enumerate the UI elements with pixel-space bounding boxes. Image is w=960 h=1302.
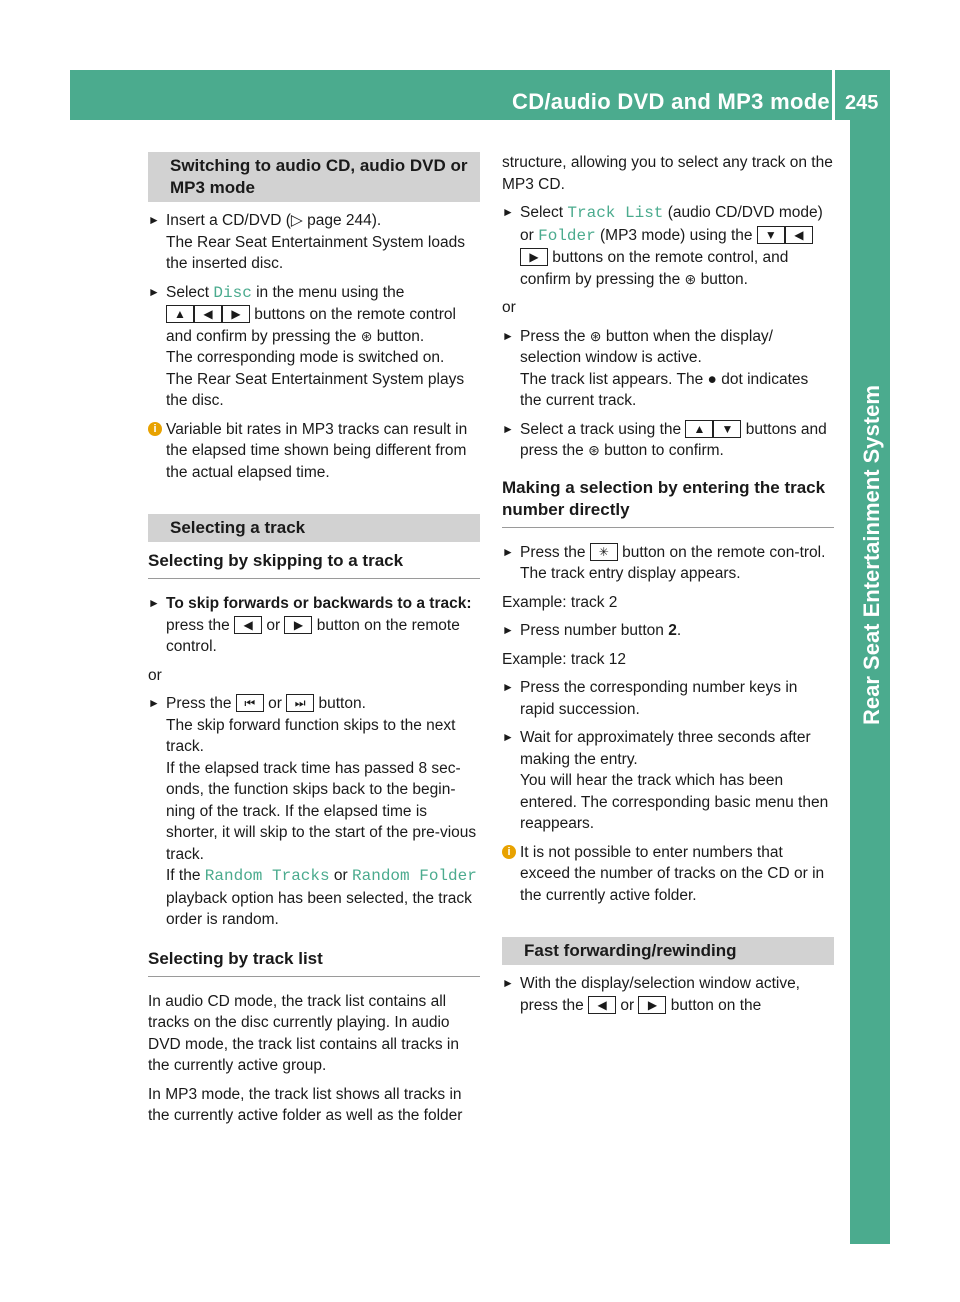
down-key-icon: ▼ xyxy=(713,420,741,438)
paragraph: In MP3 mode, the track list shows all tracks in the currently active folder as well as the folder xyxy=(148,1085,463,1124)
bullet-arrow-icon: ► xyxy=(502,544,514,559)
up-key-icon: ▲ xyxy=(166,305,194,323)
page-title: CD/audio DVD and MP3 mode xyxy=(512,89,830,114)
menu-item-track-list: Track List xyxy=(567,204,664,222)
list-item: ► Press number button 2. xyxy=(502,620,834,642)
subheading-track-list: Selecting by track list xyxy=(148,948,480,977)
bullet-arrow-icon: ► xyxy=(502,205,514,219)
previous-track-key-icon: ⏮ xyxy=(236,694,264,712)
right-key-icon: ▶ xyxy=(222,305,250,323)
left-column xyxy=(148,152,480,1134)
bullet-arrow-icon: ► xyxy=(148,213,160,227)
example-text: Example: track 2 xyxy=(502,593,618,611)
bullet-arrow-icon: ► xyxy=(502,421,514,436)
left-key-icon: ◀ xyxy=(588,996,616,1014)
right-key-icon: ▶ xyxy=(638,996,666,1014)
bullet-arrow-icon: ► xyxy=(502,623,514,637)
ok-button-icon: ⊛ xyxy=(684,270,697,287)
bullet-arrow-icon: ► xyxy=(502,976,514,990)
info-icon: i xyxy=(502,845,516,859)
bullet-arrow-icon: ► xyxy=(502,730,514,744)
ok-button-icon: ⊛ xyxy=(589,327,602,344)
page-ref-icon: ▷ xyxy=(290,212,303,229)
info-icon: i xyxy=(148,422,162,436)
list-item: ► Press the ✳ button on the remote con-trol. The track entry display appears. xyxy=(502,543,826,582)
dot-icon: ● xyxy=(707,370,717,388)
bullet-arrow-icon: ► xyxy=(148,284,160,299)
or-text: or xyxy=(502,299,516,316)
track-entry-key-icon: ✳ xyxy=(590,543,618,561)
section-heading-fast-forwarding: Fast forwarding/rewinding xyxy=(502,937,834,965)
bullet-arrow-icon: ► xyxy=(148,596,160,610)
paragraph: structure, allowing you to select any track on the MP3 CD. xyxy=(502,154,833,193)
paragraph: In audio CD mode, the track list contains all tracks on the disc currently playing. In audio DVD mode, the track list contains all tracks in the currently active group. xyxy=(148,992,459,1074)
side-tab-label: Rear Seat Entertainment System xyxy=(859,385,884,725)
section-heading-switching: Switching to audio CD, audio DVD or MP3 mode xyxy=(148,152,480,202)
ok-button-icon: ⊛ xyxy=(360,327,373,344)
left-key-icon: ◀ xyxy=(785,226,813,244)
bullet-arrow-icon: ► xyxy=(502,680,514,694)
page-number: 245 xyxy=(845,92,879,114)
right-key-icon: ▶ xyxy=(284,616,312,634)
bullet-arrow-icon: ► xyxy=(148,696,160,710)
subheading-track-number: Making a selection by entering the track number directly xyxy=(502,477,834,528)
subheading-skipping: Selecting by skipping to a track xyxy=(148,550,480,579)
option-random-folder: Random Folder xyxy=(352,867,477,885)
list-item: ► Select a track using the ▲ ▼ buttons and press the ⊛ button to confirm. xyxy=(502,420,827,459)
info-note: i It is not possible to enter numbers that exceed the number of tracks on the CD or in the currently active folder. xyxy=(502,842,834,907)
up-key-icon: ▲ xyxy=(685,420,713,438)
list-item: ► Wait for approximately three seconds after making the entry. You will hear the track which has been entered. The corresponding basic menu then reappears. xyxy=(502,729,829,832)
right-column xyxy=(502,152,834,1023)
example-text: Example: track 12 xyxy=(502,650,627,668)
list-item: ► Press the ⏮ or ⏭ button. The skip forward function skips to the next track. If the elapsed track time has passed 8 sec-onds, the function skips back to the begin-ning of the track. If the elapsed time is shorter, it will skip to the start of the pre-vious track. If the Random Tracks or Random Folder playback option has been selected, the track order is random. xyxy=(148,695,477,928)
next-track-key-icon: ⏭ xyxy=(286,694,314,712)
left-key-icon: ◀ xyxy=(234,616,262,634)
list-item: ► To skip forwards or backwards to a track: press the ◀ or ▶ button on the remote control. xyxy=(148,595,472,655)
list-item: ► With the display/selection window active, press the ◀ or ▶ button on the xyxy=(502,975,800,1014)
list-item: ► Insert a CD/DVD (▷ page 244). The Rear Seat Entertainment System loads the inserted disc. xyxy=(148,212,465,272)
list-item: ► Select Track List (audio CD/DVD mode) or Folder (MP3 mode) using the ▼ ◀▶ buttons on the remote control, and confirm by pressing the ⊛ button. xyxy=(502,204,823,288)
info-note: i Variable bit rates in MP3 tracks can result in the elapsed time shown being different from the actual elapsed time. xyxy=(148,419,480,484)
right-key-icon: ▶ xyxy=(520,248,548,266)
bullet-arrow-icon: ► xyxy=(502,328,514,343)
header-divider xyxy=(832,70,835,120)
left-key-icon: ◀ xyxy=(194,305,222,323)
ok-button-icon: ⊛ xyxy=(588,442,600,458)
option-random-tracks: Random Tracks xyxy=(204,867,330,885)
or-text: or xyxy=(148,666,162,684)
list-item: ► Select Disc in the menu using the ▲ ◀ ▶ buttons on the remote control and confirm by pressing the ⊛ button. The corresponding mode is switched on. The Rear Seat Entertainment System plays the disc. xyxy=(148,283,465,409)
list-item: ► Press the corresponding number keys in rapid succession. xyxy=(502,679,798,718)
list-item: ► Press the ⊛ button when the display/ selection window is active. The track list appears. The ● dot indicates the current track. xyxy=(502,327,809,409)
section-heading-selecting-track: Selecting a track xyxy=(148,514,480,542)
menu-item-disc: Disc xyxy=(213,283,252,302)
menu-item-folder: Folder xyxy=(538,226,596,245)
down-key-icon: ▼ xyxy=(757,226,785,244)
